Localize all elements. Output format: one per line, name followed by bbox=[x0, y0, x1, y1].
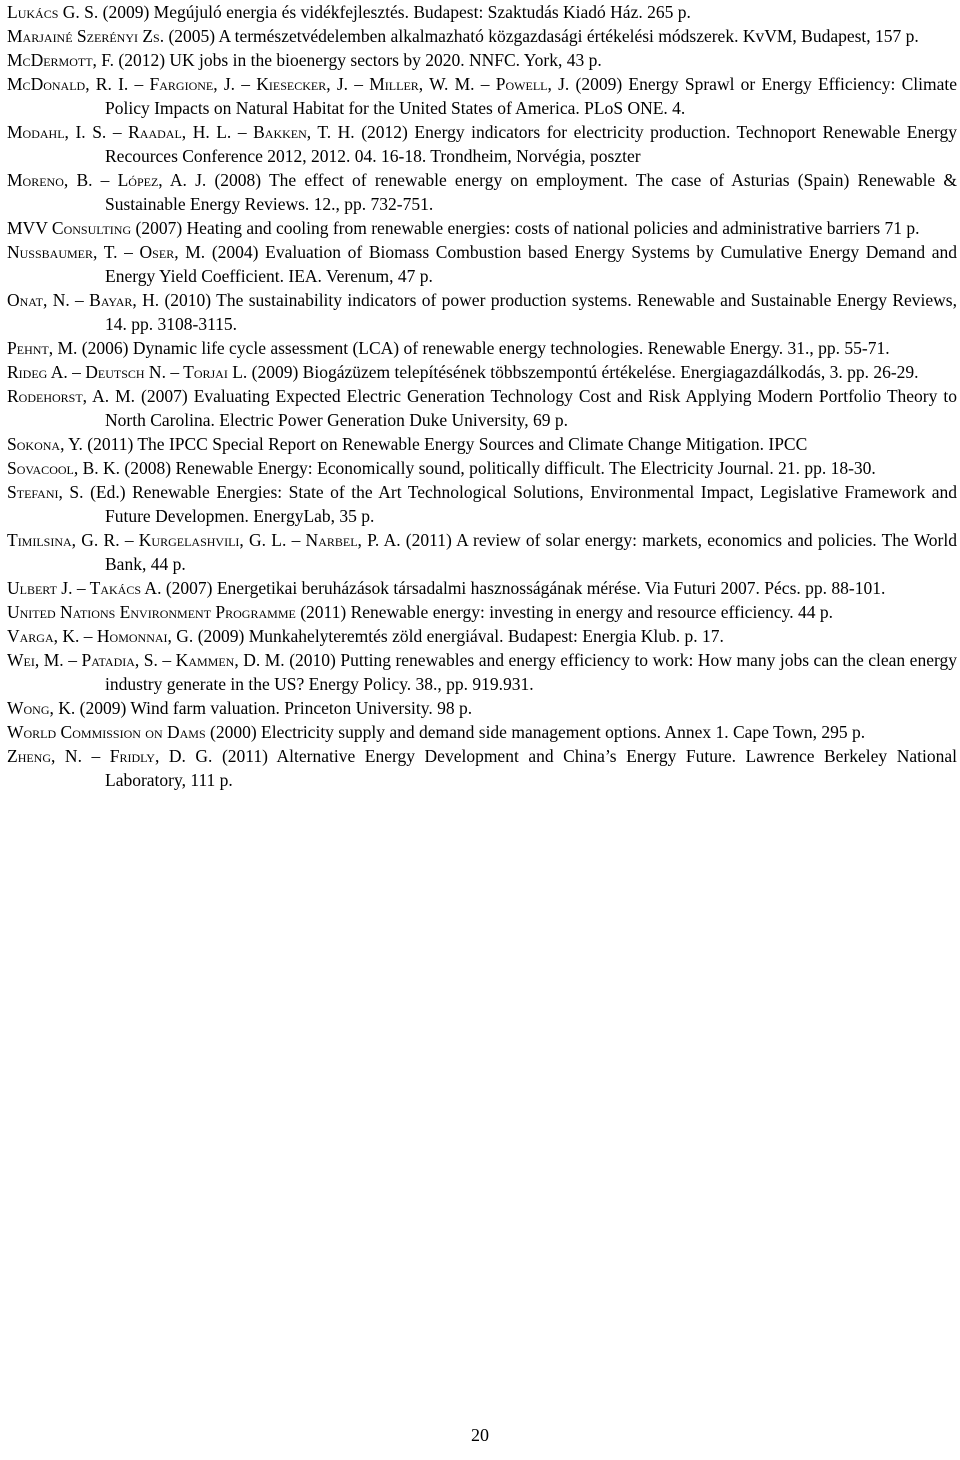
reference-entry bbox=[7, 24, 957, 48]
reference-page bbox=[7, 0, 957, 792]
reference-entry bbox=[7, 480, 957, 528]
reference-authors: McDonald, R. I. – Fargione, J. – Kiesecker, J. – Miller, W. M. – Powell, J. bbox=[7, 74, 570, 94]
reference-entry bbox=[7, 576, 957, 600]
reference-entry bbox=[7, 48, 957, 72]
reference-details: (2006) Dynamic life cycle assessment (LCA) of renewable energy technologies. Renewable Energy. 31., pp. 55-71. bbox=[77, 338, 890, 358]
reference-entry bbox=[7, 600, 957, 624]
reference-authors: MVV Consulting bbox=[7, 218, 132, 238]
reference-authors: Wei, M. – Patadia, S. – Kammen, D. M. bbox=[7, 650, 285, 670]
reference-details: (2011) The IPCC Special Report on Renewable Energy Sources and Climate Change Mitigation. IPCC bbox=[82, 434, 808, 454]
reference-details: (2000) Electricity supply and demand side management options. Annex 1. Cape Town, 295 p. bbox=[205, 722, 866, 742]
reference-authors: Zheng, N. – Fridly, D. G. bbox=[7, 746, 213, 766]
reference-details: (2009) Munkahelyteremtés zöld energiával. Budapest: Energia Klub. p. 17. bbox=[193, 626, 724, 646]
reference-authors: Rodehorst, A. M. bbox=[7, 386, 136, 406]
reference-details: (2009) Wind farm valuation. Princeton University. 98 p. bbox=[75, 698, 473, 718]
reference-entry bbox=[7, 72, 957, 120]
reference-entry bbox=[7, 432, 957, 456]
reference-entry bbox=[7, 120, 957, 168]
reference-details: (2011) Alternative Energy Development and China’s Energy Future. Lawrence Berkeley National Laboratory, 111 p. bbox=[105, 746, 957, 790]
reference-entry bbox=[7, 168, 957, 216]
reference-entry bbox=[7, 0, 957, 24]
reference-details: (2007) Heating and cooling from renewable energies: costs of national policies and administrative barriers 71 p. bbox=[131, 218, 920, 238]
reference-entry bbox=[7, 720, 957, 744]
reference-details: (2011) Renewable energy: investing in energy and resource efficiency. 44 p. bbox=[295, 602, 833, 622]
reference-entry bbox=[7, 336, 957, 360]
reference-details: (2008) The effect of renewable energy on employment. The case of Asturias (Spain) Renewable & Sustainable Energy Reviews. 12., pp. 732-751. bbox=[105, 170, 957, 214]
reference-details: (2004) Evaluation of Biomass Combustion based Energy Systems by Cumulative Energy Demand and Energy Yield Coefficient. IEA. Verenum, 47 p. bbox=[105, 242, 957, 286]
reference-authors: Marjainé Szerényi Zs. bbox=[7, 26, 165, 46]
reference-details: (Ed.) Renewable Energies: State of the Art Technological Solutions, Environmental Impact, Legislative Framework and Future Developmen. EnergyLab, 35 p. bbox=[83, 482, 957, 526]
reference-authors: Wong, K. bbox=[7, 698, 76, 718]
reference-authors: Rideg A. – Deutsch N. – Torjai L. bbox=[7, 362, 248, 382]
reference-entry bbox=[7, 240, 957, 288]
reference-authors: Stefani, S. bbox=[7, 482, 84, 502]
reference-entry bbox=[7, 288, 957, 336]
reference-authors: World Commission on Dams bbox=[7, 722, 206, 742]
reference-entry bbox=[7, 360, 957, 384]
reference-list bbox=[7, 0, 957, 792]
reference-authors: Sovacool, B. K. bbox=[7, 458, 121, 478]
reference-authors: Modahl, I. S. – Raadal, H. L. – Bakken, T. H. bbox=[7, 122, 355, 142]
reference-entry bbox=[7, 648, 957, 696]
reference-authors: Moreno, B. – López, A. J. bbox=[7, 170, 207, 190]
reference-authors: Ulbert J. – Takács A. bbox=[7, 578, 162, 598]
reference-details: (2009) Megújuló energia és vidékfejlesztés. Budapest: Szaktudás Kiadó Ház. 265 p. bbox=[98, 2, 691, 22]
reference-details: (2012) UK jobs in the bioenergy sectors by 2020. NNFC. York, 43 p. bbox=[114, 50, 602, 70]
reference-details: (2008) Renewable Energy: Economically sound, politically difficult. The Electricity Journal. 21. pp. 18-30. bbox=[120, 458, 876, 478]
reference-details: (2007) Energetikai beruházások társadalmi hasznosságának mérése. Via Futuri 2007. Pécs. pp. 88-101. bbox=[161, 578, 886, 598]
reference-details: (2010) Putting renewables and energy efficiency to work: How many jobs can the clean energy industry generate in the US? Energy Policy. 38., pp. 919.931. bbox=[105, 650, 957, 694]
reference-details: (2010) The sustainability indicators of power production systems. Renewable and Sustainable Energy Reviews, 14. pp. 3108-3115. bbox=[105, 290, 957, 334]
reference-entry bbox=[7, 696, 957, 720]
reference-details: (2009) Biogázüzem telepítésének többszempontú értékelése. Energiagazdálkodás, 3. pp. 26-29. bbox=[247, 362, 919, 382]
reference-details: (2005) A természetvédelemben alkalmazható közgazdasági értékelési módszerek. KvVM, Budapest, 157 p. bbox=[164, 26, 919, 46]
reference-authors: Nussbaumer, T. – Oser, M. bbox=[7, 242, 206, 262]
reference-entry bbox=[7, 528, 957, 576]
reference-details: (2012) Energy indicators for electricity production. Technoport Renewable Energy Recources Conference 2012, 2012. 04. 16-18. Trondheim, Norvégia, poszter bbox=[105, 122, 957, 166]
reference-authors: Pehnt, M. bbox=[7, 338, 78, 358]
reference-authors: Onat, N. – Bayar, H. bbox=[7, 290, 160, 310]
reference-entry bbox=[7, 624, 957, 648]
reference-authors: Lukács G. S. bbox=[7, 2, 99, 22]
reference-authors: Sokona, Y. bbox=[7, 434, 83, 454]
page-number: 20 bbox=[471, 1425, 489, 1445]
reference-entry bbox=[7, 744, 957, 792]
reference-details: (2011) A review of solar energy: markets, economics and policies. The World Bank, 44 p. bbox=[105, 530, 957, 574]
reference-authors: United Nations Environment Programme bbox=[7, 602, 296, 622]
reference-entry bbox=[7, 384, 957, 432]
reference-authors: McDermott, F. bbox=[7, 50, 114, 70]
reference-details: (2009) Energy Sprawl or Energy Efficiency: Climate Policy Impacts on Natural Habitat for the United States of America. PLoS ONE. 4. bbox=[105, 74, 957, 118]
reference-entry bbox=[7, 456, 957, 480]
reference-details: (2007) Evaluating Expected Electric Generation Technology Cost and Risk Applying Modern Portfolio Theory to North Carolina. Electric Power Generation Duke University, 69 p. bbox=[105, 386, 957, 430]
reference-entry bbox=[7, 216, 957, 240]
reference-authors: Varga, K. – Homonnai, G. bbox=[7, 626, 194, 646]
reference-authors: Timilsina, G. R. – Kurgelashvili, G. L. – Narbel, P. A. bbox=[7, 530, 401, 550]
